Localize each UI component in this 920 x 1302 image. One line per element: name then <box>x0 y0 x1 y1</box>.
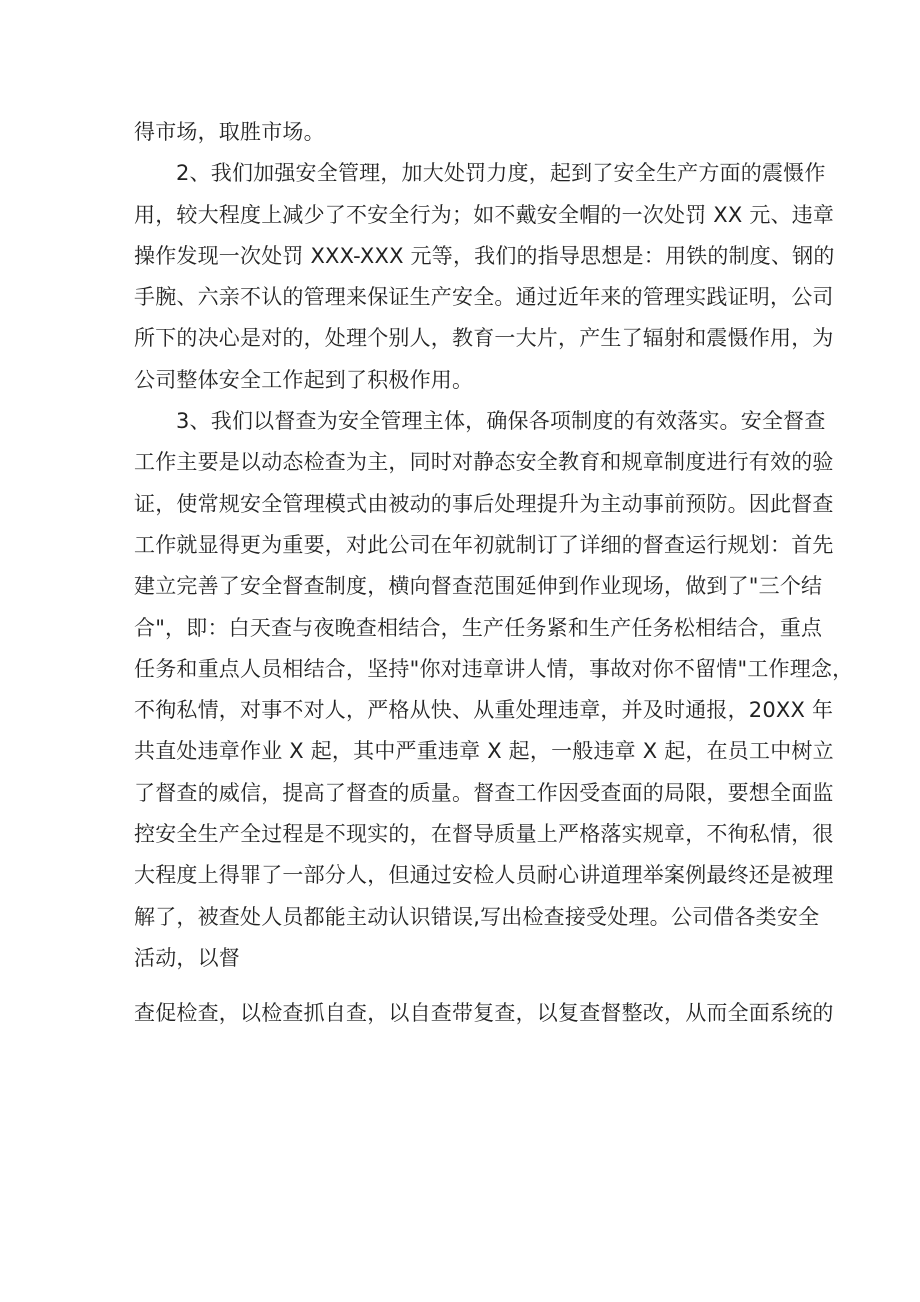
paragraph-3-start: 3、我们以督查为安全管理主体，确保各项制度的有效落实。安全督查 <box>176 409 826 434</box>
text-line: 任务和重点人员相结合，坚持"你对违章讲人情，事故对你不留情"工作理念， <box>134 656 854 681</box>
text-line: 大程度上得罪了一部分人，但通过安检人员耐心讲道理举案例最终还是被理 <box>134 863 834 888</box>
text-line: 查促检查，以检查抓自查，以自查带复查，以复查督整改，从而全面系统的 <box>134 1001 834 1026</box>
text-line: 证，使常规安全管理模式由被动的事后处理提升为主动事前预防。因此督查 <box>134 491 834 516</box>
text-line: 用，较大程度上减少了不安全行为；如不戴安全帽的一次处罚 XX 元、违章 <box>134 202 835 227</box>
text-line: 不徇私情，对事不对人，严格从快、从重处理违章，并及时通报，20XX 年 <box>134 698 834 723</box>
paragraph-2-start: 2、我们加强安全管理，加大处罚力度，起到了安全生产方面的震慑作 <box>176 161 826 186</box>
text-line: 工作主要是以动态检查为主，同时对静态安全教育和规章制度进行有效的验 <box>134 450 834 475</box>
text-line: 合"，即：白天查与夜晚查相结合，生产任务紧和生产任务松相结合，重点 <box>134 615 823 640</box>
text-line: 手腕、六亲不认的管理来保证生产安全。通过近年来的管理实践证明，公司 <box>134 285 834 310</box>
text-line: 公司整体安全工作起到了积极作用。 <box>134 367 474 392</box>
body-text <box>134 112 854 1035</box>
text-line: 工作就显得更为重要，对此公司在年初就制订了详细的督查运行规划：首先 <box>134 532 834 557</box>
text-line: 得市场，取胜市场。 <box>134 120 325 144</box>
text-line: 解了，被查处人员都能主动认识错误,写出检查接受处理。公司借各类安全 <box>134 904 820 929</box>
text-line: 所下的决心是对的，处理个别人，教育一大片，产生了辐射和震慑作用，为 <box>134 326 834 351</box>
text-line: 操作发现一次处罚 XXX-XXX 元等，我们的指导思想是：用铁的制度、钢的 <box>134 243 835 268</box>
text-line: 共直处违章作业 X 起，其中严重违章 X 起，一般违章 X 起，在员工中树立 <box>134 739 834 764</box>
text-line: 建立完善了安全督查制度，横向督查范围延伸到作业现场，做到了"三个结 <box>134 574 823 599</box>
text-line: 活动，以督 <box>134 945 240 970</box>
text-line: 控安全生产全过程是不现实的，在督导质量上严格落实规章，不徇私情，很 <box>134 822 834 847</box>
text-line: 了督查的威信，提高了督查的质量。督查工作因受查面的局限，要想全面监 <box>134 780 834 805</box>
